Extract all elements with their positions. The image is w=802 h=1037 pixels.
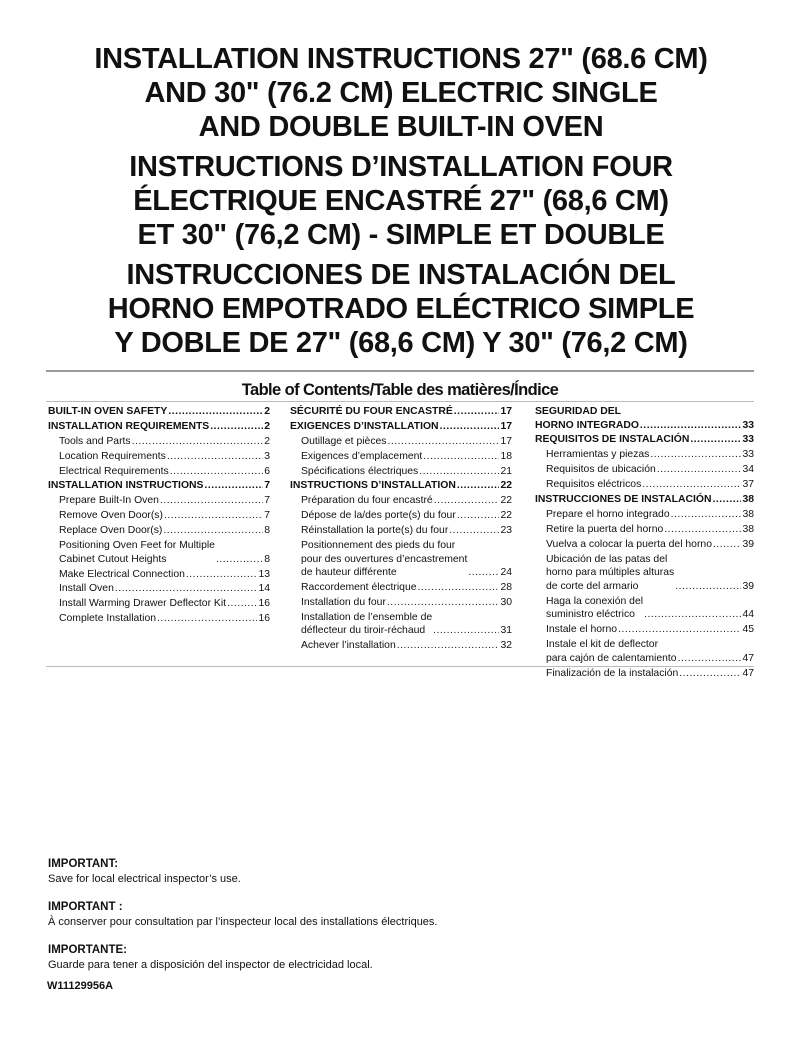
toc-entry-label bbox=[301, 639, 396, 653]
toc-section-entry bbox=[290, 405, 512, 419]
toc-entry bbox=[48, 450, 270, 464]
note-spanish bbox=[48, 942, 748, 973]
toc-entry-label bbox=[546, 553, 674, 594]
toc-entry-label-line: Finalización de la instalación bbox=[546, 667, 679, 679]
toc-entry bbox=[48, 582, 270, 596]
important-notes bbox=[48, 856, 748, 985]
toc-section-entry bbox=[48, 420, 270, 434]
title-line: INSTRUCCIONES DE INSTALACIÓN DEL bbox=[126, 259, 676, 291]
title-line: AND 30" (76.2 CM) ELECTRIC SINGLE bbox=[144, 77, 658, 109]
toc-leader-dots bbox=[457, 479, 500, 493]
toc-entry-label bbox=[546, 478, 641, 492]
title-line: INSTRUCTIONS D’INSTALLATION FOUR bbox=[129, 151, 673, 183]
toc-section-entry bbox=[48, 405, 270, 419]
toc-leader-dots bbox=[170, 465, 263, 479]
note-heading: IMPORTANTE: bbox=[48, 944, 128, 956]
toc-entry bbox=[535, 553, 754, 594]
toc-page-number: 6 bbox=[264, 465, 270, 477]
toc-page-number: 32 bbox=[500, 640, 512, 652]
toc-page-number: 7 bbox=[264, 510, 270, 522]
toc-entry-label bbox=[59, 568, 185, 582]
toc-section-entry bbox=[48, 479, 270, 493]
toc-page-number: 13 bbox=[258, 568, 270, 580]
toc-entry bbox=[290, 435, 512, 449]
toc-entry bbox=[290, 494, 512, 508]
toc-page-number: 38 bbox=[742, 508, 754, 520]
toc-entry-label bbox=[546, 595, 643, 622]
toc-entry-label-line: Raccordement électrique bbox=[301, 582, 417, 594]
toc-section-entry bbox=[535, 405, 754, 432]
toc-entry bbox=[290, 465, 512, 479]
toc-leader-dots bbox=[449, 524, 499, 538]
toc-entry bbox=[290, 639, 512, 653]
toc-leader-dots bbox=[115, 582, 258, 596]
toc-entry-label-line: horno para múltiples alturas bbox=[546, 567, 675, 579]
toc-leader-dots bbox=[227, 597, 257, 611]
toc-page-number: 33 bbox=[742, 434, 754, 446]
toc-leader-dots bbox=[664, 523, 741, 537]
toc-page-number: 17 bbox=[500, 435, 512, 447]
toc-column-french bbox=[290, 405, 512, 654]
toc-leader-dots bbox=[164, 509, 263, 523]
toc-entry-label bbox=[546, 638, 677, 665]
toc-leader-dots bbox=[454, 405, 500, 419]
toc-entry bbox=[290, 596, 512, 610]
toc-entry-label-line: Outillage et pièces bbox=[301, 435, 387, 447]
toc-leader-dots bbox=[160, 494, 263, 508]
toc-entry bbox=[48, 524, 270, 538]
toc-entry bbox=[290, 509, 512, 523]
toc-entry-label-line: EXIGENCES D’INSTALLATION bbox=[290, 420, 439, 432]
toc-entry bbox=[48, 494, 270, 508]
toc-entry-label bbox=[301, 539, 467, 580]
toc-leader-dots bbox=[423, 450, 499, 464]
toc-entry-label-line: Installation de l’ensemble de bbox=[301, 611, 433, 623]
toc-entry-label bbox=[301, 450, 422, 464]
note-text: À conserver pour consultation par l’inspecteur local des installations électriques. bbox=[48, 916, 438, 928]
toc-entry-label-line: Location Requirements bbox=[59, 450, 166, 462]
toc-leader-dots bbox=[157, 612, 257, 626]
toc-entry-label-line: Remove Oven Door(s) bbox=[59, 510, 163, 522]
toc-entry-label-line: Réinstallation la porte(s) du four bbox=[301, 525, 449, 537]
title-line: AND DOUBLE BUILT-IN OVEN bbox=[198, 111, 604, 143]
toc-entry-label bbox=[59, 597, 226, 611]
toc-entry-label-line: déflecteur du tiroir-réchaud bbox=[301, 625, 426, 637]
toc-entry bbox=[290, 524, 512, 538]
note-heading: IMPORTANT : bbox=[48, 901, 123, 913]
toc-leader-dots bbox=[168, 405, 263, 419]
toc-entry-label bbox=[546, 463, 656, 477]
toc-entry-label-line: Cabinet Cutout Heights bbox=[59, 553, 167, 565]
toc-page-number: 16 bbox=[258, 613, 270, 625]
toc-entry-label-line: Instale el horno bbox=[546, 624, 618, 636]
toc-entry-label bbox=[301, 596, 386, 610]
toc-entry-label-line: Préparation du four encastré bbox=[301, 495, 433, 507]
toc-entry bbox=[48, 509, 270, 523]
toc-column-spanish bbox=[535, 405, 754, 681]
toc-leader-dots bbox=[675, 580, 741, 594]
title-spanish bbox=[0, 258, 802, 360]
toc-entry-label bbox=[59, 524, 162, 538]
toc-page-number: 2 bbox=[264, 435, 270, 447]
toc-page-number: 17 bbox=[500, 420, 512, 432]
toc-entry-label-line: Instale el kit de deflector bbox=[546, 639, 659, 651]
toc-page-number: 8 bbox=[264, 525, 270, 537]
toc-page-number: 38 bbox=[742, 523, 754, 535]
toc-entry-label-line: pour des ouvertures d’encastrement bbox=[301, 553, 468, 565]
toc-entry-label bbox=[59, 582, 114, 596]
toc-page-number: 14 bbox=[258, 583, 270, 595]
note-heading: IMPORTANT: bbox=[48, 858, 119, 870]
toc-entry-label-line: Prepare Built-In Oven bbox=[59, 495, 159, 507]
title-line: Y DOBLE DE 27" (68,6 CM) Y 30" (76,2 CM) bbox=[114, 327, 688, 359]
toc-entry-label bbox=[290, 405, 453, 419]
toc-page-number: 37 bbox=[742, 479, 754, 491]
toc-entry bbox=[48, 568, 270, 582]
toc-entry-label-line: Electrical Requirements bbox=[59, 465, 169, 477]
toc-page-number: 21 bbox=[500, 465, 512, 477]
toc-entry-label bbox=[546, 508, 670, 522]
toc-entry-label-line: de corte del armario bbox=[546, 580, 639, 592]
toc-leader-dots bbox=[397, 639, 500, 653]
toc-page-number: 34 bbox=[742, 464, 754, 476]
toc-page-number: 22 bbox=[500, 495, 512, 507]
toc-entry-label-line: SÉCURITÉ DU FOUR ENCASTRÉ bbox=[290, 406, 453, 417]
toc-entry-label bbox=[59, 494, 159, 508]
toc-entry-label-line: Replace Oven Door(s) bbox=[59, 525, 163, 537]
toc-entry-label-line: Make Electrical Connection bbox=[59, 568, 185, 580]
toc-entry-label bbox=[301, 465, 418, 479]
toc-leader-dots bbox=[468, 566, 499, 580]
toc-entry-label bbox=[48, 420, 209, 434]
note-text: Guarde para tener a disposición del inspector de electricidad local. bbox=[48, 959, 373, 971]
toc-page-number: 22 bbox=[500, 480, 512, 492]
toc-page-number: 23 bbox=[500, 525, 512, 537]
toc-entry-label bbox=[290, 420, 439, 434]
toc-entry-label-line: Positioning Oven Feet for Multiple bbox=[59, 540, 215, 552]
toc-entry-label-line: Retire la puerta del horno bbox=[546, 523, 664, 535]
toc-leader-dots bbox=[657, 463, 742, 477]
title-line: INSTALLATION INSTRUCTIONS 27" (68.6 CM) bbox=[94, 43, 708, 75]
toc-page-number: 17 bbox=[500, 406, 512, 417]
toc-entry bbox=[290, 539, 512, 580]
toc-entry bbox=[290, 581, 512, 595]
toc-entry bbox=[535, 523, 754, 537]
toc-section-entry bbox=[535, 493, 754, 507]
toc-entry-label bbox=[546, 667, 678, 681]
toc-entry bbox=[48, 612, 270, 626]
toc-entry-label-line: INSTRUCCIONES DE INSTALACIÓN bbox=[535, 494, 712, 506]
toc-entry-label-line: SEGURIDAD DEL bbox=[535, 406, 622, 417]
toc-leader-dots bbox=[418, 581, 500, 595]
toc-entry bbox=[535, 595, 754, 622]
toc-entry-label bbox=[546, 623, 617, 637]
toc-entry bbox=[535, 638, 754, 665]
toc-entry-label bbox=[301, 611, 432, 638]
toc-page-number: 45 bbox=[742, 624, 754, 636]
toc-page-number: 28 bbox=[500, 582, 512, 594]
toc-entry-label-line: Installation du four bbox=[301, 596, 386, 608]
toc-entry-label-line: Complete Installation bbox=[59, 613, 157, 625]
toc-entry-label-line: Ubicación de las patas del bbox=[546, 553, 668, 565]
toc-leader-dots bbox=[433, 624, 499, 638]
toc-entry-label bbox=[546, 523, 663, 537]
toc-entry-label-line: INSTALLATION REQUIREMENTS bbox=[48, 420, 210, 432]
toc-entry-label bbox=[48, 405, 167, 419]
toc-entry-label bbox=[301, 524, 448, 538]
toc-entry-label-line: Herramientas y piezas bbox=[546, 449, 650, 461]
document-id: W11129956A bbox=[47, 980, 114, 992]
toc-page-number: 18 bbox=[500, 450, 512, 462]
toc-leader-dots bbox=[642, 478, 741, 492]
toc-leader-dots bbox=[644, 608, 741, 622]
toc-leader-dots bbox=[690, 433, 741, 447]
toc-entry-label-line: INSTALLATION INSTRUCTIONS bbox=[48, 480, 204, 492]
toc-entry-label-line: Install Warming Drawer Deflector Kit bbox=[59, 598, 227, 610]
toc-entry bbox=[535, 448, 754, 462]
toc-entry-label-line: Requisitos de ubicación bbox=[546, 464, 656, 476]
toc-entry-label bbox=[59, 435, 131, 449]
toc-leader-dots bbox=[679, 667, 741, 681]
toc-entry-label-line: REQUISITOS DE INSTALACIÓN bbox=[535, 434, 690, 446]
toc-page-number: 33 bbox=[742, 419, 754, 431]
note-english bbox=[48, 856, 748, 887]
title-line: HORNO EMPOTRADO ELÉCTRICO SIMPLE bbox=[107, 293, 695, 325]
toc-top-divider bbox=[46, 370, 754, 372]
toc-page-number: 3 bbox=[264, 450, 270, 462]
title-english bbox=[0, 42, 802, 144]
toc-entry bbox=[535, 667, 754, 681]
toc-heading: Table of Contents/Table des matières/Índice bbox=[241, 381, 559, 399]
toc-leader-dots bbox=[678, 652, 742, 666]
toc-entry bbox=[48, 597, 270, 611]
toc-leader-dots bbox=[712, 493, 741, 507]
toc-entry bbox=[535, 463, 754, 477]
toc-entry-label-line: Prepare el horno integrado bbox=[546, 508, 670, 520]
toc-page-number: 47 bbox=[742, 652, 754, 664]
toc-page-number: 39 bbox=[742, 580, 754, 592]
toc-entry bbox=[48, 435, 270, 449]
toc-heading-divider bbox=[46, 401, 754, 402]
title-french bbox=[0, 150, 802, 252]
toc-entry bbox=[48, 539, 270, 566]
toc-entry-label bbox=[301, 581, 417, 595]
toc-leader-dots bbox=[650, 448, 741, 462]
toc-entry-label-line: BUILT-IN OVEN SAFETY bbox=[48, 406, 168, 417]
toc-entry-label bbox=[546, 448, 649, 462]
toc-leader-dots bbox=[387, 435, 499, 449]
toc-entry-label-line: Dépose de la/des porte(s) du four bbox=[301, 510, 456, 522]
toc-entry-label-line: Exigences d’emplacement bbox=[301, 450, 423, 462]
toc-entry bbox=[48, 465, 270, 479]
toc-entry-label-line: Vuelva a colocar la puerta del horno bbox=[546, 538, 712, 550]
toc-entry-label-line: Positionnement des pieds du four bbox=[301, 540, 456, 552]
toc-leader-dots bbox=[618, 623, 741, 637]
toc-page-number: 33 bbox=[742, 449, 754, 461]
toc-entry-label-line: Haga la conexión del bbox=[546, 595, 644, 607]
toc-entry-label-line: de hauteur différente bbox=[301, 567, 397, 579]
toc-leader-dots bbox=[387, 596, 500, 610]
toc-entry-label-line: HORNO INTEGRADO bbox=[535, 419, 639, 431]
toc-entry bbox=[535, 508, 754, 522]
toc-page-number: 31 bbox=[500, 625, 512, 637]
toc-entry-label bbox=[301, 494, 433, 508]
toc-entry-label-line: Spécifications électriques bbox=[301, 465, 419, 477]
toc-section-entry bbox=[290, 420, 512, 434]
toc-entry-label-line: INSTRUCTIONS D’INSTALLATION bbox=[290, 480, 456, 492]
toc-entry-label-line: suministro eléctrico bbox=[546, 609, 635, 621]
toc-leader-dots bbox=[186, 568, 258, 582]
toc-page-number: 8 bbox=[264, 553, 270, 565]
toc-leader-dots bbox=[434, 494, 500, 508]
toc-entry-label-line: Requisitos eléctricos bbox=[546, 479, 642, 491]
toc-bottom-divider bbox=[46, 666, 754, 667]
toc-entry-label-line: para cajón de calentamiento bbox=[546, 652, 677, 664]
toc-leader-dots bbox=[163, 524, 263, 538]
toc-entry-label bbox=[535, 405, 639, 432]
toc-section-entry bbox=[535, 433, 754, 447]
title-line: ET 30" (76,2 CM) - SIMPLE ET DOUBLE bbox=[137, 219, 665, 251]
toc-entry-label bbox=[290, 479, 456, 493]
note-text: Save for local electrical inspector’s use. bbox=[48, 873, 241, 885]
toc-page-number: 7 bbox=[264, 480, 270, 492]
toc-page-number: 7 bbox=[264, 495, 270, 507]
toc-entry-label bbox=[48, 479, 203, 493]
toc-page-number: 2 bbox=[264, 420, 270, 432]
toc-entry-label bbox=[59, 465, 169, 479]
toc-entry bbox=[290, 450, 512, 464]
toc-column-english bbox=[48, 405, 270, 627]
toc-entry-label bbox=[535, 433, 689, 447]
toc-leader-dots bbox=[419, 465, 499, 479]
toc-page-number: 47 bbox=[742, 667, 754, 679]
toc-entry-label-line: Tools and Parts bbox=[59, 435, 131, 447]
toc-leader-dots bbox=[132, 435, 264, 449]
toc-leader-dots bbox=[671, 508, 742, 522]
toc-section-entry bbox=[290, 479, 512, 493]
toc-entry-label bbox=[546, 538, 712, 552]
toc-leader-dots bbox=[210, 420, 263, 434]
toc-leader-dots bbox=[457, 509, 500, 523]
toc-entry bbox=[535, 623, 754, 637]
toc-entry-label bbox=[59, 509, 163, 523]
toc-leader-dots bbox=[440, 420, 500, 434]
toc-page-number: 39 bbox=[742, 538, 754, 550]
toc-entry bbox=[535, 478, 754, 492]
toc-entry-label bbox=[535, 493, 711, 507]
toc-page-number: 44 bbox=[742, 609, 754, 621]
toc-page-number: 16 bbox=[258, 598, 270, 610]
toc-page-number: 22 bbox=[500, 510, 512, 522]
toc-entry-label bbox=[59, 539, 215, 566]
toc-page-number: 24 bbox=[500, 567, 512, 579]
toc-leader-dots bbox=[713, 538, 741, 552]
toc-leader-dots bbox=[216, 553, 263, 567]
toc-entry-label bbox=[301, 509, 456, 523]
note-french bbox=[48, 899, 748, 930]
toc-entry-label-line: Achever l’installation bbox=[301, 640, 396, 652]
toc-page-number: 2 bbox=[264, 406, 270, 417]
toc-leader-dots bbox=[640, 419, 742, 433]
title-line: ÉLECTRIQUE ENCASTRÉ 27" (68,6 CM) bbox=[133, 185, 669, 217]
toc-page-number: 30 bbox=[500, 596, 512, 608]
document-titles bbox=[0, 42, 802, 366]
toc-leader-dots bbox=[204, 479, 263, 493]
toc-entry bbox=[290, 611, 512, 638]
toc-entry-label bbox=[59, 450, 166, 464]
toc-entry-label-line: Install Oven bbox=[59, 583, 114, 595]
toc-entry-label bbox=[59, 612, 156, 626]
toc-entry bbox=[535, 538, 754, 552]
toc-entry-label bbox=[301, 435, 386, 449]
toc-leader-dots bbox=[167, 450, 263, 464]
toc-page-number: 38 bbox=[742, 494, 754, 506]
